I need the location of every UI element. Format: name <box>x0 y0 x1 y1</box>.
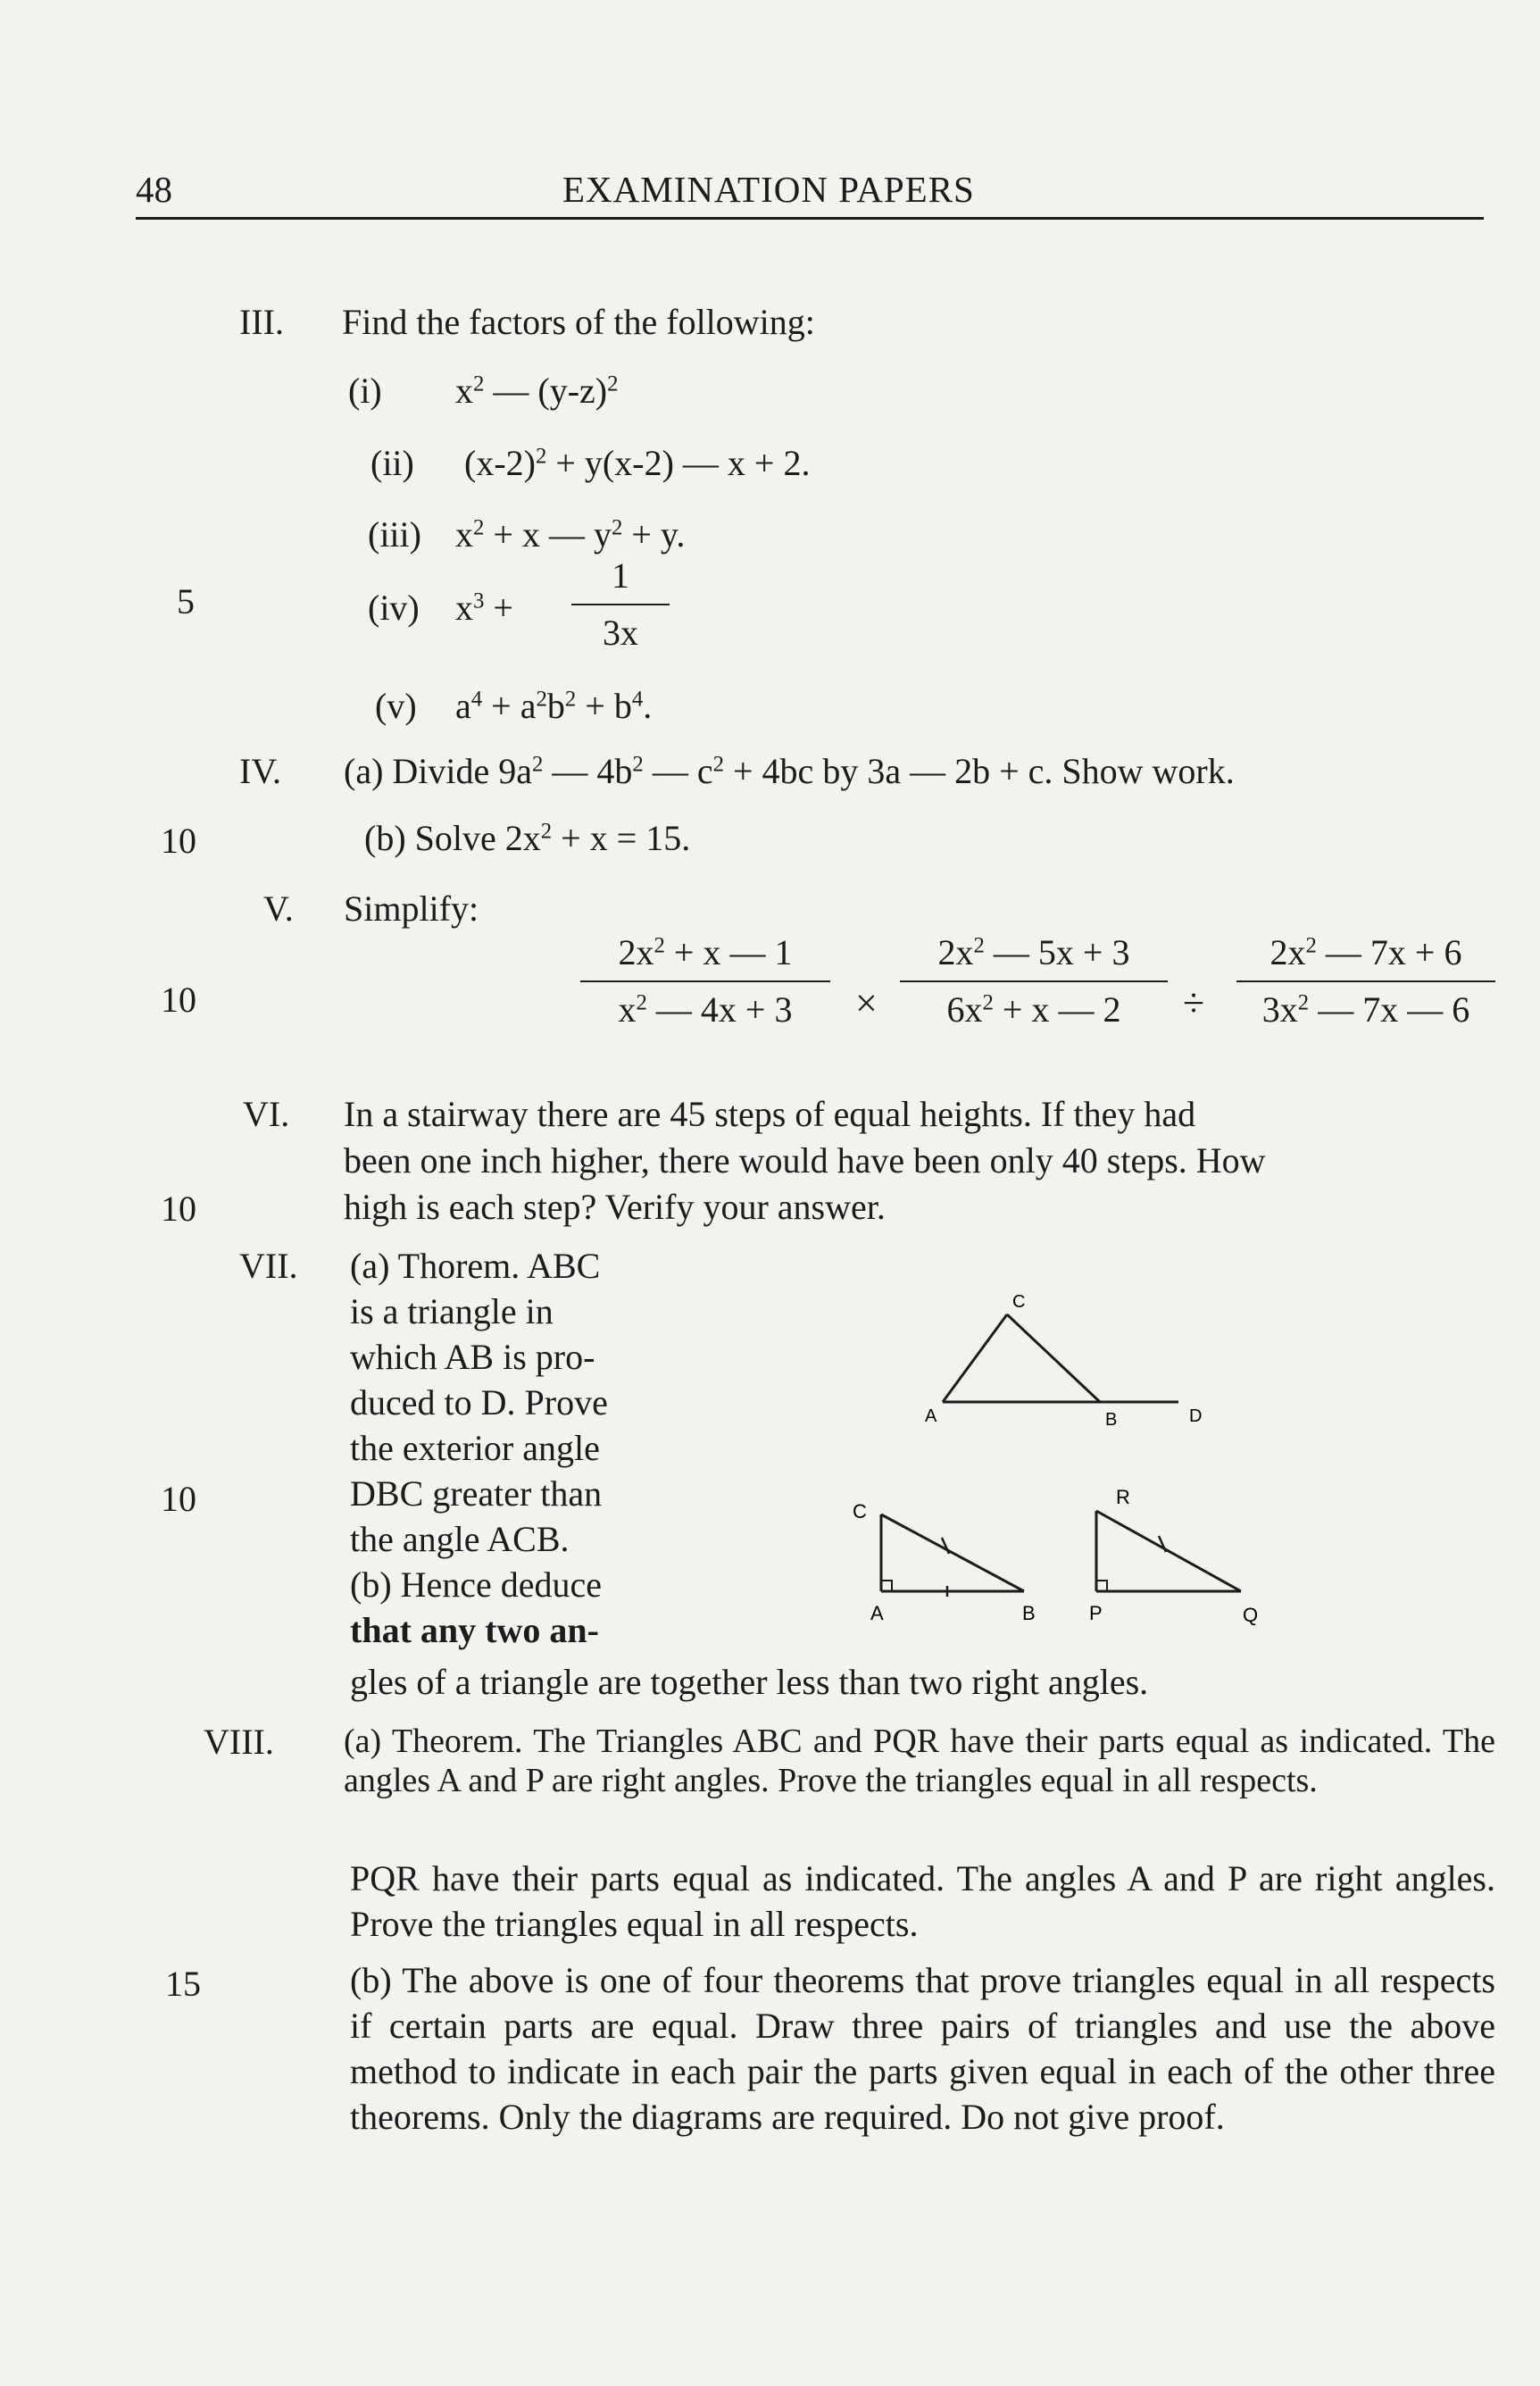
q3-item-v-expr: $a^4 + a^2b^2 + b^4$. <box>455 686 653 726</box>
q5-fraction-1 <box>580 930 830 1032</box>
q6-numeral: VI. <box>243 1094 290 1134</box>
q6-line-3: high is each step? Verify your answer. <box>344 1187 886 1227</box>
q3-item-ii-label: (ii) <box>370 443 414 483</box>
fraction-denominator: $x^2$ — 4x + 3 <box>618 989 793 1030</box>
q5-multiply-sign: × <box>855 981 878 1025</box>
fraction-denominator: $6x^2 + x$ — 2 <box>946 989 1121 1030</box>
fraction-denominator: $3x^2$ — 7x — 6 <box>1261 989 1470 1030</box>
label-b: B <box>1105 1410 1118 1430</box>
fraction-bar <box>900 980 1168 982</box>
label-c: C <box>853 1500 867 1523</box>
q8-part-a: (a) Theorem. The Triangles ABC and PQR have their parts equal as indicated. The angles A and P are right angles. Prove the triangles equal in all respects. <box>344 1723 1495 1799</box>
q3-item-i-label: (i) <box>348 371 382 411</box>
page-number: 48 <box>136 169 172 210</box>
q5-numeral: V. <box>263 888 294 929</box>
fraction-bar <box>580 980 830 982</box>
q8-part-b: (b) The above is one of four theorems that prove triangles equal in all respects if certain parts are equal. Draw three pairs of triangles and use the above method to indicate in each pair the parts given equal in each of the other three theorems. Only the diagrams are required. Do not give proof. <box>350 1960 1495 2137</box>
marks-q4: 10 <box>161 821 196 861</box>
fraction-denominator: 3x <box>603 613 638 653</box>
tick-mark <box>1159 1536 1166 1552</box>
fraction-bar <box>571 604 670 605</box>
label-a: A <box>870 1602 884 1624</box>
label-b: B <box>1022 1602 1036 1624</box>
right-triangle-pqr-diagram <box>1053 1482 1268 1634</box>
label-p: P <box>1089 1602 1103 1624</box>
q3-item-ii-expr: $(x-2)^2 + y(x-2)$ — x + 2. <box>464 443 811 483</box>
fraction-numerator: $2x^2$ — 7x + 6 <box>1269 932 1462 972</box>
q8-repeat-text: PQR have their parts equal as indicated. The angles A and P are right angles. Prove the triangles equal in all respects. <box>350 1858 1495 1944</box>
q8-numeral: VIII. <box>204 1722 274 1762</box>
fraction-bar <box>1236 980 1495 982</box>
q7-line-5: the exterior angle <box>350 1428 600 1468</box>
fraction-numerator: $2x^2$ — 5x + 3 <box>937 932 1130 972</box>
fraction-numerator: $2x^2 + x$ — 1 <box>618 932 793 972</box>
q7-line-8: (b) Hence deduce <box>350 1564 603 1605</box>
q7-line-2: is a triangle in <box>350 1291 554 1331</box>
side-cb <box>881 1514 1024 1591</box>
label-r: R <box>1116 1486 1130 1508</box>
label-q: Q <box>1243 1604 1259 1626</box>
label-c: C <box>1012 1292 1026 1312</box>
q6-line-1: In a stairway there are 45 steps of equal heights. If they had <box>344 1094 1196 1134</box>
q5-divide-sign: ÷ <box>1183 981 1205 1025</box>
q4-part-b: (b) Solve $2x^2 + x = 15$. <box>364 818 691 858</box>
right-angle-mark-a <box>881 1581 892 1591</box>
q7-line-6: DBC greater than <box>350 1473 603 1514</box>
q3-item-iii-expr: $x^2 + x$ — $y^2 + y$. <box>455 514 686 555</box>
q3-item-iii-label: (iii) <box>368 514 421 555</box>
q3-item-iv-fraction <box>571 554 670 655</box>
side-rq <box>1096 1511 1241 1591</box>
q3-numeral: III. <box>239 302 284 342</box>
q4-part-a: (a) Divide $9a^2$ — $4b^2$ — $c^2 + 4bc$ by 3a — 2b + c. Show work. <box>344 751 1235 791</box>
label-a: A <box>925 1406 937 1426</box>
q7-line-3: which AB is pro- <box>350 1337 595 1377</box>
q3-item-i-expr: $x^2$ — $(y-z)^2$ <box>455 371 619 411</box>
q6-line-2: been one inch higher, there would have been only 40 steps. How <box>344 1140 1266 1180</box>
q7-line-9: that any two an- <box>350 1610 599 1650</box>
right-angle-mark-p <box>1096 1581 1107 1591</box>
right-triangle-abc-diagram <box>835 1482 1040 1634</box>
q7-line-4: duced to D. Prove <box>350 1382 608 1422</box>
marks-q5: 10 <box>161 980 196 1020</box>
side-cb <box>1007 1314 1100 1402</box>
q3-item-iv-label: (iv) <box>368 588 420 628</box>
q3-prompt: Find the factors of the following: <box>342 302 815 342</box>
q7-continuation: gles of a triangle are together less than two right angles. <box>350 1662 1149 1702</box>
page-title: EXAMINATION PAPERS <box>562 169 975 210</box>
q7-numeral: VII. <box>239 1246 298 1286</box>
tick-mark <box>942 1538 949 1554</box>
q7-line-7: the angle ACB. <box>350 1519 570 1559</box>
marks-q7: 10 <box>161 1479 196 1519</box>
marks-q8: 15 <box>165 1964 201 2004</box>
q7-line-1: (a) Thorem. ABC <box>350 1246 601 1286</box>
q5-fraction-2 <box>900 930 1168 1032</box>
triangle-abc-produced-diagram <box>911 1277 1214 1438</box>
q5-fraction-3 <box>1236 930 1495 1032</box>
label-d: D <box>1189 1406 1203 1426</box>
marks-q6: 10 <box>161 1189 196 1229</box>
q3-item-v-label: (v) <box>375 686 417 726</box>
side-ac <box>943 1314 1007 1402</box>
fraction-numerator: 1 <box>612 555 629 596</box>
header-rule <box>136 217 1484 220</box>
q5-prompt: Simplify: <box>344 888 479 929</box>
marks-q3: 5 <box>177 581 195 622</box>
q3-item-iv-expr: $x^3$ + <box>455 588 513 628</box>
q4-numeral: IV. <box>239 751 282 791</box>
